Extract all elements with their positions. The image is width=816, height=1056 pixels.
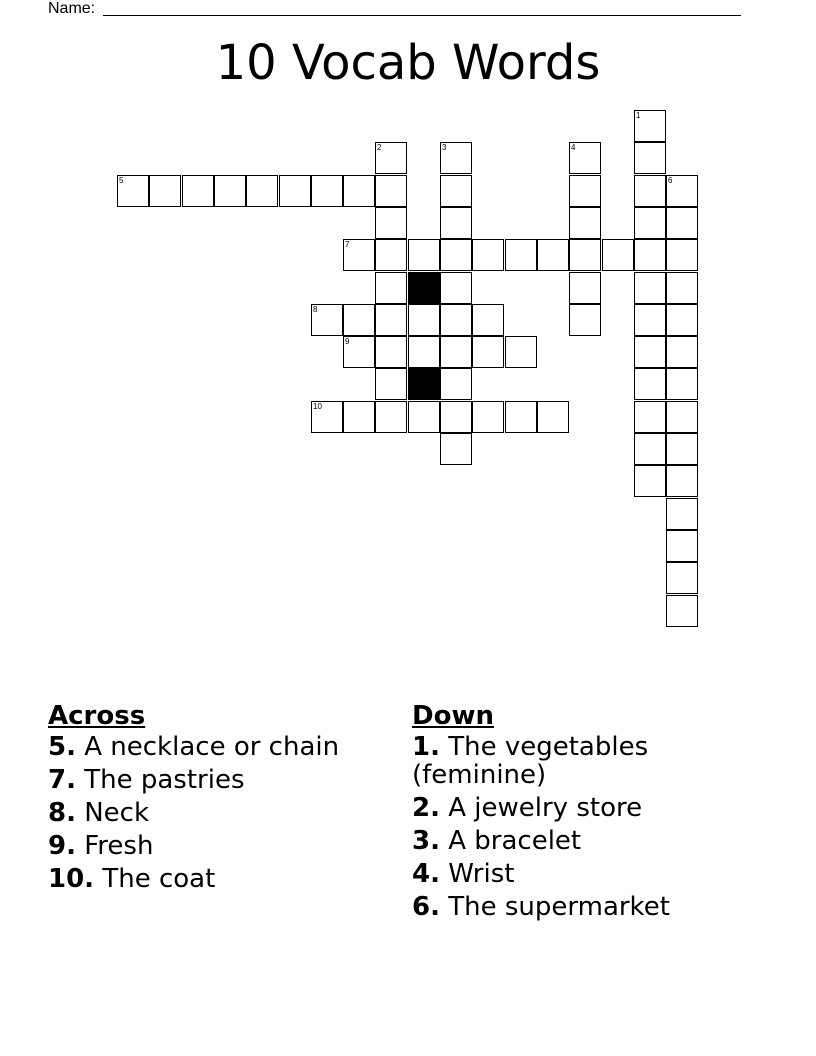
crossword-cell[interactable] bbox=[343, 175, 375, 207]
crossword-cell[interactable] bbox=[246, 175, 278, 207]
crossword-cell[interactable] bbox=[440, 142, 472, 174]
name-label: Name: bbox=[48, 0, 96, 17]
crossword-cell[interactable] bbox=[182, 175, 214, 207]
crossword-cell[interactable] bbox=[569, 175, 601, 207]
crossword-cell[interactable] bbox=[440, 304, 472, 336]
crossword-cell[interactable] bbox=[537, 239, 569, 271]
crossword-cell[interactable] bbox=[408, 401, 440, 433]
crossword-cell[interactable] bbox=[505, 401, 537, 433]
crossword-cell[interactable] bbox=[149, 175, 181, 207]
cell-number: 7 bbox=[345, 240, 350, 249]
crossword-cell[interactable] bbox=[666, 239, 698, 271]
crossword-cell[interactable] bbox=[505, 239, 537, 271]
crossword-cell[interactable] bbox=[634, 401, 666, 433]
crossword-cell[interactable] bbox=[343, 336, 375, 368]
down-clues bbox=[412, 700, 712, 926]
crossword-cell[interactable] bbox=[343, 239, 375, 271]
crossword-cell[interactable] bbox=[634, 239, 666, 271]
crossword-cell[interactable] bbox=[214, 175, 246, 207]
across-clue bbox=[48, 766, 388, 794]
crossword-cell[interactable] bbox=[375, 368, 407, 400]
crossword-cell[interactable] bbox=[375, 239, 407, 271]
crossword-cell[interactable] bbox=[440, 336, 472, 368]
clue-text: Neck bbox=[84, 798, 150, 828]
crossword-block bbox=[408, 272, 440, 304]
crossword-cell[interactable] bbox=[602, 239, 634, 271]
crossword-cell[interactable] bbox=[634, 433, 666, 465]
clue-number: 2. bbox=[412, 793, 440, 823]
crossword-cell[interactable] bbox=[311, 175, 343, 207]
crossword-cell[interactable] bbox=[311, 304, 343, 336]
clue-text: The vegetables (feminine) bbox=[412, 732, 649, 790]
down-clue bbox=[412, 893, 712, 921]
crossword-cell[interactable] bbox=[666, 595, 698, 627]
cell-number: 6 bbox=[668, 176, 673, 185]
cell-number: 4 bbox=[571, 143, 576, 152]
crossword-cell[interactable] bbox=[666, 562, 698, 594]
crossword-cell[interactable] bbox=[408, 239, 440, 271]
crossword-cell[interactable] bbox=[569, 272, 601, 304]
crossword-cell[interactable] bbox=[666, 465, 698, 497]
crossword-cell[interactable] bbox=[343, 304, 375, 336]
crossword-cell[interactable] bbox=[666, 498, 698, 530]
cell-number: 8 bbox=[313, 305, 318, 314]
crossword-cell[interactable] bbox=[666, 401, 698, 433]
crossword-cell[interactable] bbox=[375, 142, 407, 174]
clue-number: 1. bbox=[412, 732, 440, 762]
crossword-cell[interactable] bbox=[408, 304, 440, 336]
clue-text: Wrist bbox=[448, 859, 515, 889]
across-clue bbox=[48, 832, 388, 860]
crossword-cell[interactable] bbox=[472, 304, 504, 336]
crossword-cell[interactable] bbox=[472, 401, 504, 433]
crossword-cell[interactable] bbox=[634, 304, 666, 336]
clue-text: A jewelry store bbox=[448, 793, 643, 823]
crossword-cell[interactable] bbox=[375, 207, 407, 239]
crossword-cell[interactable] bbox=[375, 401, 407, 433]
crossword-cell[interactable] bbox=[440, 239, 472, 271]
across-clue bbox=[48, 733, 388, 761]
down-clue bbox=[412, 733, 712, 789]
crossword-cell[interactable] bbox=[666, 207, 698, 239]
across-clues bbox=[48, 700, 388, 898]
page-title: 10 Vocab Words bbox=[215, 35, 601, 91]
clue-number: 9. bbox=[48, 831, 76, 861]
crossword-cell[interactable] bbox=[634, 142, 666, 174]
cell-number: 10 bbox=[313, 402, 322, 411]
clue-number: 7. bbox=[48, 765, 76, 795]
crossword-cell[interactable] bbox=[440, 272, 472, 304]
crossword-cell[interactable] bbox=[440, 401, 472, 433]
crossword-cell[interactable] bbox=[440, 175, 472, 207]
down-heading: Down bbox=[412, 701, 494, 731]
clue-text: The coat bbox=[102, 864, 216, 894]
crossword-cell[interactable] bbox=[440, 433, 472, 465]
crossword-cell[interactable] bbox=[472, 336, 504, 368]
clue-text: The supermarket bbox=[448, 892, 670, 922]
crossword-cell[interactable] bbox=[311, 401, 343, 433]
crossword-cell[interactable] bbox=[666, 530, 698, 562]
crossword-cell[interactable] bbox=[505, 336, 537, 368]
crossword-cell[interactable] bbox=[375, 304, 407, 336]
crossword-cell[interactable] bbox=[666, 272, 698, 304]
crossword-cell[interactable] bbox=[666, 175, 698, 207]
across-clue bbox=[48, 865, 388, 893]
crossword-cell[interactable] bbox=[343, 401, 375, 433]
clue-number: 5. bbox=[48, 732, 76, 762]
clue-number: 8. bbox=[48, 798, 76, 828]
crossword-cell[interactable] bbox=[569, 142, 601, 174]
clue-number: 3. bbox=[412, 826, 440, 856]
crossword-cell[interactable] bbox=[408, 336, 440, 368]
crossword-cell[interactable] bbox=[634, 336, 666, 368]
crossword-cell[interactable] bbox=[634, 207, 666, 239]
crossword-cell[interactable] bbox=[666, 336, 698, 368]
across-heading: Across bbox=[48, 701, 146, 731]
crossword-cell[interactable] bbox=[569, 207, 601, 239]
down-clue bbox=[412, 827, 712, 855]
crossword-cell[interactable] bbox=[279, 175, 311, 207]
clue-text: A bracelet bbox=[448, 826, 582, 856]
crossword-cell[interactable] bbox=[569, 304, 601, 336]
clue-text: Fresh bbox=[84, 831, 154, 861]
crossword-cell[interactable] bbox=[666, 368, 698, 400]
crossword-cell[interactable] bbox=[440, 207, 472, 239]
crossword-cell[interactable] bbox=[666, 433, 698, 465]
cell-number: 2 bbox=[377, 143, 382, 152]
crossword-cell[interactable] bbox=[634, 110, 666, 142]
down-clue bbox=[412, 794, 712, 822]
crossword-cell[interactable] bbox=[117, 175, 149, 207]
clue-text: The pastries bbox=[84, 765, 245, 795]
cell-number: 5 bbox=[119, 176, 124, 185]
clue-number: 10. bbox=[48, 864, 95, 894]
crossword-cell[interactable] bbox=[537, 401, 569, 433]
crossword-cell[interactable] bbox=[375, 336, 407, 368]
crossword-cell[interactable] bbox=[472, 239, 504, 271]
crossword-block bbox=[408, 368, 440, 400]
crossword-cell[interactable] bbox=[375, 175, 407, 207]
cell-number: 9 bbox=[345, 337, 350, 346]
crossword-cell[interactable] bbox=[375, 272, 407, 304]
crossword-cell[interactable] bbox=[666, 304, 698, 336]
crossword-cell[interactable] bbox=[634, 368, 666, 400]
down-clue bbox=[412, 860, 712, 888]
crossword-cell[interactable] bbox=[634, 175, 666, 207]
crossword-cell[interactable] bbox=[634, 465, 666, 497]
clue-number: 6. bbox=[412, 892, 440, 922]
cell-number: 1 bbox=[636, 111, 641, 120]
clue-text: A necklace or chain bbox=[84, 732, 340, 762]
crossword-cell[interactable] bbox=[634, 272, 666, 304]
across-clue bbox=[48, 799, 388, 827]
crossword-cell[interactable] bbox=[569, 239, 601, 271]
crossword-cell[interactable] bbox=[440, 368, 472, 400]
cell-number: 3 bbox=[442, 143, 447, 152]
clue-number: 4. bbox=[412, 859, 440, 889]
